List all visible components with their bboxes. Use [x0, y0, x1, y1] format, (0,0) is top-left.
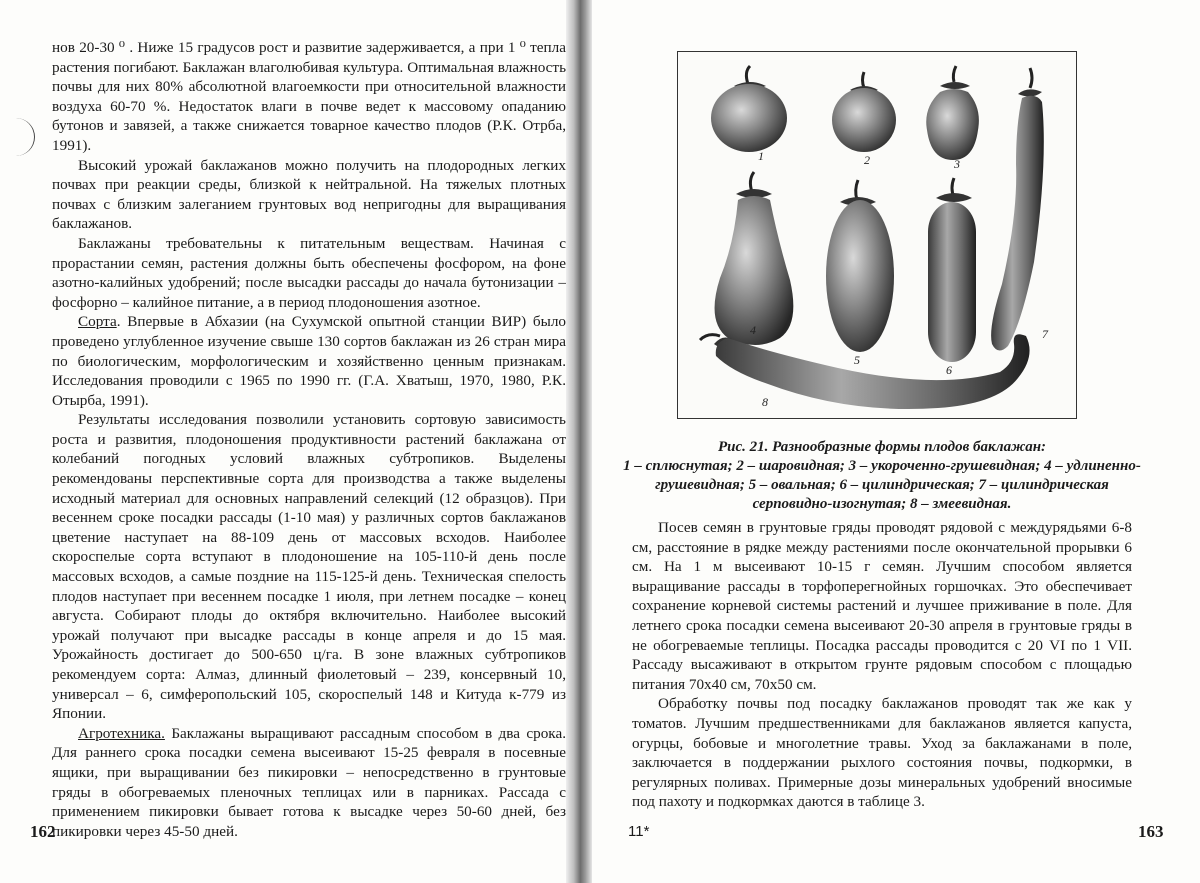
eggplant-figure [677, 51, 1077, 419]
left-paragraph-3: Баклажаны требовательны к питательным веществам. Начиная с прорастании семян, растения должны быть обеспечены фосфором, на фоне азотно-калийных удобрений; после высадки рассады до начала бутонизации – фосфорно – калийное питание, а в период плодоношения азотное. [52, 234, 566, 311]
fruit-label-1: 1 [758, 149, 764, 163]
left-page-number: 162 [30, 822, 56, 841]
fruit-7-crescent [991, 68, 1044, 351]
fruit-label-2: 2 [864, 153, 870, 167]
printer-signature-mark: 11* [628, 823, 650, 840]
fruit-label-6: 6 [946, 363, 952, 377]
fruit-1-flattened [711, 66, 787, 152]
book-gutter [566, 0, 592, 883]
right-paragraph-1: Посев семян в грунтовые гряды проводят рядовой с междурядьями 6-8 см, расстояние в рядке между растениями после окончательной прорывки 6 см. На 1 м высеивают 10-15 г семян. Лучшим способом является выращивание рассады в торфоперегнойных горшочках. Это обеспечивает сохранение корневой системы растений и лучшее приживание в поле. Для летнего срока посадки семена высеивают 20-30 апреля в грунтовые гряды в не обогреваемые теплицы. Посадка рассады проводится с 20 VI по 1 VII. Рассаду высаживают в открытом грунте рядовым способом с площадью питания 70х40 см, 70х50 см. [632, 519, 1132, 693]
fruit-label-5: 5 [854, 353, 860, 367]
caption-title: Рис. 21. Разнообразные формы плодов баклажан: [717, 439, 1047, 455]
left-paragraph-2: Высокий урожай баклажанов можно получить на плодородных легких почвах при реакции среды, близкой к нейтральной. На тяжелых плотных почвах с близким залеганием грунтовых вод непригодны для выращивания баклажанов. [52, 156, 566, 233]
fruit-6-cylindrical [928, 178, 976, 362]
eggplant-illustration [678, 52, 1076, 418]
fruit-label-8: 8 [762, 395, 768, 409]
fruit-2-spherical [832, 72, 896, 152]
caption-body: 1 – сплюснутая; 2 – шаровидная; 3 – укороченно-грушевидная; 4 – удлиненно-грушевидная; 5 – овальная; 6 – цилиндрическая; 7 – цилиндрическая серповидно-изогнутая; 8 – змеевидная. [623, 458, 1141, 512]
right-paragraph-2: Обработку почвы под посадку баклажанов проводят так же как у томатов. Лучшим предшественниками для баклажанов является капуста, огурцы, бобовые и многолетние травы. Уход за баклажанами в поле, заключается в поддержании рыхлого состояния почвы, подкормки, в регулярных поливах. Примерные дозы минеральных удобрений вносимые под пахоту и подкормках даются в таблице 3. [632, 695, 1132, 811]
left-paragraph-6-body: Баклажаны выращивают рассадным способом в два срока. Для раннего срока посадки семена высеивают 15-25 февраля в посевные ящики, при выращивании без пикировки – непосредственно в грунтовые гряды в обогреваемых пленочных теплицах или в парниках. Рассада с применением пикировки бывает готова к высадке через 50-60 дней, без пикировки через 45-50 дней. [52, 724, 566, 840]
fruit-3-short-pear [926, 66, 979, 160]
section-heading-varieties: Сорта [78, 313, 117, 331]
left-page-text [52, 38, 566, 841]
fruit-5-oval [826, 180, 894, 352]
section-heading-agrotechnics: Агротехника. [78, 724, 165, 742]
margin-bracket-mark [4, 118, 35, 156]
fruit-label-4: 4 [750, 323, 756, 337]
left-paragraph-6 [52, 724, 566, 842]
right-page-text [632, 518, 1132, 812]
figure-caption [622, 438, 1142, 514]
fruit-label-7: 7 [1042, 327, 1048, 341]
left-paragraph-4-body: . Впервые в Абхазии (на Сухумской опытной станции ВИР) было проведено углубленное изучение свыше 130 сортов баклажан из 26 стран мира по биологическим, морфологическим и хозяйственно ценным признакам. Исследования проводили с 1965 по 1990 гг. (Г.А. Хватыш, 1970, 1980, Р.К. Отырба, 1991). [52, 313, 566, 409]
right-page-number: 163 [1138, 822, 1164, 841]
left-paragraph-1: нов 20-30 ⁰ . Ниже 15 градусов рост и развитие задерживается, а при 1 ⁰ тепла растения погибают. Баклажан влаголюбивая культура. Оптимальная влажность почвы для них 80% абсолютной влагоемкости при относительной влажности воздуха 60-70 %. Недостаток влаги в почве ведет к массовому опаданию бутонов и завязей, а также снижается товарное качество плодов (Р.К. Отрба, 1991). [52, 39, 566, 154]
left-paragraph-5: Результаты исследования позволили установить сортовую зависимость роста и развития, плодоношения продуктивности растений баклажана от колебаний погодных условий влажных субтропиков. Выделены рекомендованы перспективные сорта для производства а также выделены исходный материал для основных направлений селекций (12 образцов). При весеннем сроке посадки рассады (1-10 мая) у различных сортов баклажанов цветение наступает на 88-109 день от массовых всходов. Наиболее скороспелые сорта вступают в плодоношение на 105-110-й день после массовых всходов, а самые поздние на 115-125-й день. Техническая спелость плодов наступает при весеннем посадке 1 июля, при летнем посадке – конец августа. Собирают плоды до октября включительно. Наиболее высокий урожай получают при высадке рассады в конце апреля и до 15 мая. Урожайность достигает до 500-650 ц/га. В зоне влажных субтропиков рекомендуем сорта: Алмаз, длинный фиолетовый – 239, консервный 10, универсал – 6, симферопольский 105, скороспелый 148 и Китуда к-779 из Японии. [52, 411, 566, 723]
left-paragraph-4 [52, 312, 566, 410]
fruit-label-3: 3 [954, 157, 960, 171]
fruit-4-long-pear [715, 172, 794, 345]
